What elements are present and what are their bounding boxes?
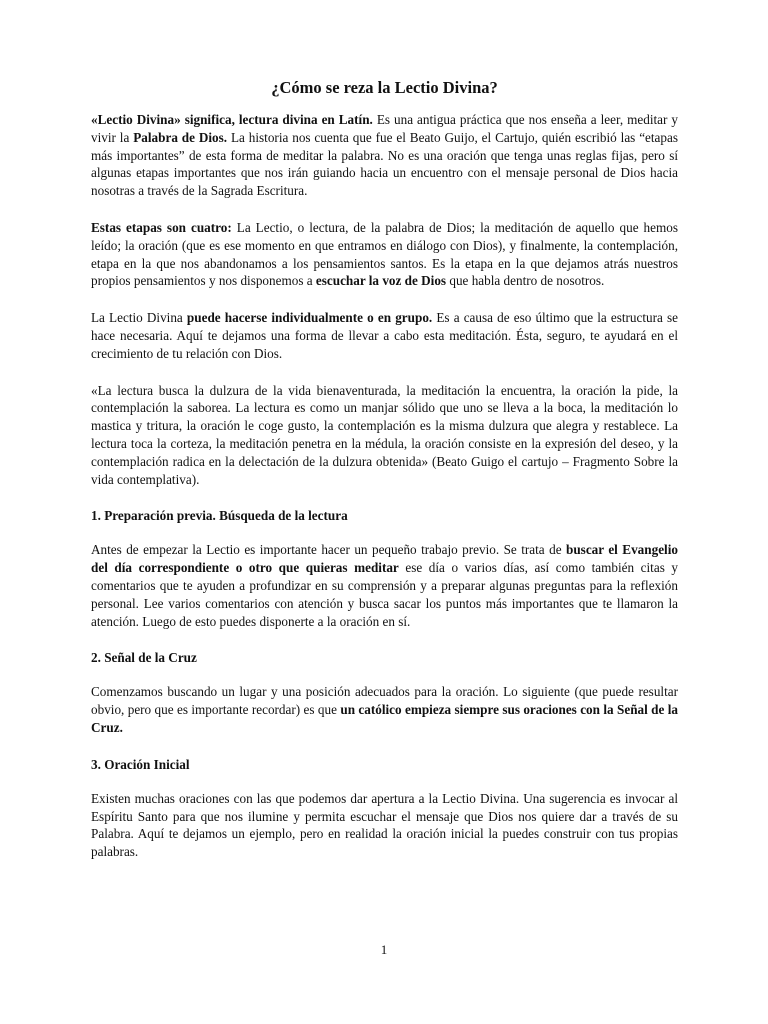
bold-text: escuchar la voz de Dios: [315, 273, 447, 289]
body-text: ese día o varios días, así como también citas y comentarios que te ayuden a profundizar en su comprensión y a preparar algunas preguntas para la reflexión personal. Lee varios comentarios con atención y busca sacar los puntos más importantes que te llamaron la atención. Luego de esto puedes disponerte a la oración en sí.: [91, 560, 678, 629]
document-page: [91, 78, 678, 861]
page-number: 1: [380, 942, 388, 957]
group-paragraph: [91, 309, 678, 362]
section-body-senal-cruz: [91, 683, 678, 736]
section-body-oracion-inicial: [91, 790, 678, 861]
page-title: ¿Cómo se reza la Lectio Divina?: [271, 78, 498, 97]
body-text: Es a causa de eso último que la estructura se hace necesaria. Aquí te dejamos una forma de llevar a cabo esta meditación. Ésta, seguro, te ayudará en el crecimiento de tu relación con Dios.: [91, 310, 678, 361]
bold-text: un católico empieza siempre sus oraciones con la Señal de la Cruz.: [91, 702, 678, 735]
quote-paragraph: [91, 382, 678, 489]
bold-text: «Lectio Divina» significa, lectura divina en Latín.: [91, 112, 373, 127]
body-text: La Lectio Divina: [91, 310, 187, 326]
body-text: Es una antigua práctica que nos enseña a leer, meditar y vivir la: [91, 112, 679, 145]
body-text: «La lectura busca la dulzura de la vida bienaventurada, la meditación la encuentra, la oración la pide, la contemplación la saborea. La lectura es como un manjar sólido que uno se lleva a la boca, la meditación lo mastica y tritura, la oración le coge gusto, la contemplación es la misma dulzura que alegra y restablece. La lectura toca la corteza, la meditación penetra en la médula, la oración consiste en la expresión del deseo, y la contemplación radica en la delectación de la dulzura obtenida» (Beato Guigo el cartujo – Fragmento Sobre la vida contemplativa).: [91, 382, 678, 487]
bold-text: Estas etapas son cuatro:: [91, 219, 232, 235]
body-text: Antes de empezar la Lectio es importante hacer un pequeño trabajo previo. Se trata de: [91, 542, 567, 558]
body-text: Existen muchas oraciones con las que podemos dar apertura a la Lectio Divina. Una sugerencia es invocar al Espíritu Santo para que nos ilumine y permita escuchar el mensaje que Dios nos quiere dar a través de su Palabra. Aquí te dejamos un ejemplo, pero en realidad la oración inicial la puedes construir con tus propias palabras.: [91, 790, 678, 860]
bold-text: puede hacerse individualmente o en grupo.: [186, 310, 433, 326]
section-heading-oracion-inicial: 3. Oración Inicial: [91, 756, 190, 772]
bold-text: Palabra de Dios.: [133, 129, 228, 145]
bold-text: buscar el Evangelio del día correspondiente o otro que quieras meditar: [91, 542, 678, 576]
section-heading-senal-cruz: 2. Señal de la Cruz: [91, 650, 197, 666]
intro-paragraph: [91, 111, 678, 200]
body-text: La historia nos cuenta que fue el Beato Guijo, el Cartujo, quién escribió las “etapas más importantes” de esta forma de meditar la palabra. No es una oración que tenga unas reglas fijas, pero sí algunas etapas importantes que nos irán guiando hacia un encuentro con el mensaje personal de Dios hacia nosotras a través de la Sagrada Escritura.: [91, 129, 678, 199]
body-text: Comenzamos buscando un lugar y una posición adecuados para la oración. Lo siguiente (que puede resultar obvio, pero que es importante recordar) es que: [91, 684, 678, 718]
section-body-preparacion: [91, 541, 678, 630]
stages-paragraph: [91, 219, 678, 290]
body-text: La Lectio, o lectura, de la palabra de Dios; la meditación de aquello que hemos leído; la oración (que es ese momento en que entramos en diálogo con Dios), y finalmente, la contemplación, etapa en la que nos abandonamos a los pensamientos santos. Es la etapa en la que dejamos atrás nuestros propios pensamientos y nos disponemos a: [91, 219, 678, 289]
section-heading-preparacion: 1. Preparación previa. Búsqueda de la lectura: [91, 508, 348, 524]
body-text: que habla dentro de nosotros.: [446, 273, 605, 289]
